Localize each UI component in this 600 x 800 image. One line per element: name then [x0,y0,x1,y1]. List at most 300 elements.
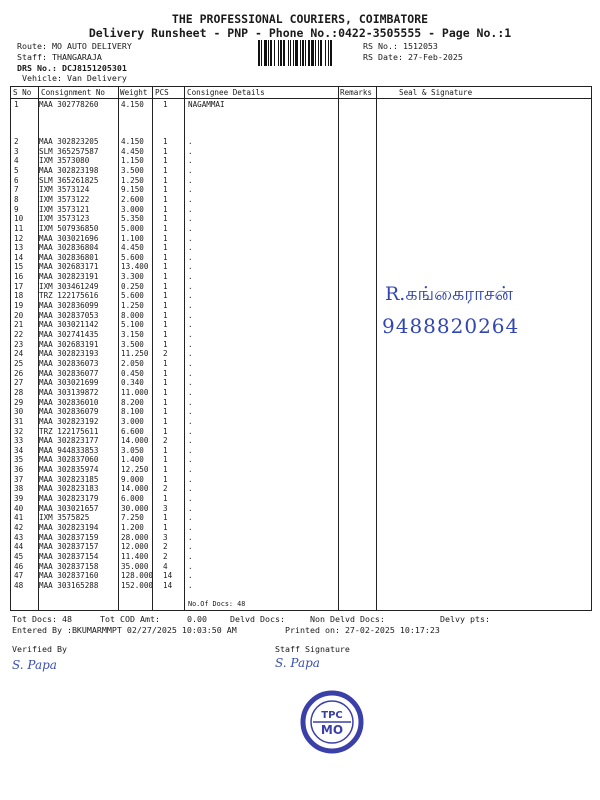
cell-pcs: 1 [163,175,168,185]
table-row [11,137,591,146]
col-header-consignment: Consignment No [41,88,106,97]
cell-weight: 3.300 [121,272,144,282]
cell-sno: 14 [14,252,24,262]
cell-consignee-details: . [188,503,193,513]
cell-consignee-details: . [188,561,193,571]
verified-by-label: Verified By [12,644,67,654]
cell-consignee-details: . [188,551,193,561]
cell-weight: 30.000 [121,503,149,513]
cell-sno: 45 [14,551,24,561]
no-of-docs: No.Of Docs: 48 [188,600,246,608]
cell-weight: 35.000 [121,561,149,571]
cell-sno: 29 [14,397,24,407]
table-row [11,156,591,165]
staff-signature: S. Papa [275,656,320,670]
cell-weight: 1.400 [121,455,144,465]
table-row [11,166,591,175]
cell-consignee-details: . [188,291,193,301]
cell-weight: 1.150 [121,156,144,166]
cell-consignee-details: . [188,185,193,195]
cell-sno: 22 [14,330,24,339]
cell-sno: 47 [14,571,24,581]
cell-pcs: 1 [163,233,168,243]
cell-weight: 12.000 [121,542,149,552]
total-docs: Tot Docs: 48 [12,614,72,624]
entered-by: Entered By :BKUMARMMPT 02/27/2025 10:03:50 AM [12,625,237,635]
table-row [11,407,591,416]
cell-consignment-no: MAA 302836801 [39,252,99,262]
cell-sno: 39 [14,494,24,504]
cell-pcs: 1 [163,301,168,311]
cell-pcs: 1 [163,100,168,109]
table-row [11,369,591,378]
cell-consignment-no: IXM 3573123 [39,214,90,224]
cell-consignee-details: . [188,339,193,349]
cell-weight: 13.400 [121,262,149,272]
cell-consignee-details: . [188,165,193,175]
cell-sno: 42 [14,523,24,532]
cell-consignment-no: MAA 302741435 [39,330,99,339]
cell-pcs: 1 [163,465,168,475]
cell-consignment-no: IXM 3573124 [39,185,90,195]
handwritten-name: R.கங்கைராசன் [385,283,513,305]
cell-sno: 31 [14,416,24,426]
col-header-pcs: PCS [155,88,169,97]
cell-pcs: 1 [163,262,168,272]
cell-consignee-details: . [188,494,193,504]
cell-pcs: 1 [163,214,168,224]
cell-consignment-no: MAA 302823198 [39,165,99,175]
cell-consignee-details: . [188,175,193,185]
cell-consignment-no: IXM 3573080 [39,156,90,166]
cell-consignee-details: . [188,445,193,455]
cell-consignment-no: MAA 303021696 [39,233,99,243]
cell-consignee-details: . [188,137,193,146]
stamp-text-top: TPC [321,710,343,721]
cell-weight: 11.400 [121,551,149,561]
cell-consignee-details: . [188,580,193,590]
cell-pcs: 4 [163,561,168,571]
cell-pcs: 3 [163,532,168,542]
cell-consignee-details: . [188,281,193,291]
printed-on: Printed on: 27-02-2025 10:17:23 [285,625,440,635]
table-row [11,398,591,407]
cell-pcs: 1 [163,156,168,166]
barcode [258,40,354,66]
table-row [11,359,591,368]
cell-pcs: 2 [163,484,168,494]
cell-sno: 19 [14,301,24,311]
cell-sno: 46 [14,561,24,571]
cell-sno: 44 [14,542,24,552]
cell-consignment-no: MAA 302836073 [39,358,99,368]
table-row [11,272,591,281]
table-row [11,147,591,156]
cell-consignee-details: . [188,330,193,339]
cell-sno: 28 [14,387,24,397]
cell-consignment-no: MAA 303021657 [39,503,99,513]
cell-pcs: 1 [163,272,168,282]
cell-weight: 3.150 [121,330,144,339]
cell-weight: 11.250 [121,349,149,359]
cell-consignment-no: MAA 302823177 [39,436,99,446]
cell-weight: 3.500 [121,165,144,175]
table-row [11,446,591,455]
cell-pcs: 1 [163,185,168,195]
cell-weight: 6.600 [121,426,144,436]
cell-pcs: 1 [163,378,168,388]
cell-weight: 3.000 [121,416,144,426]
cell-weight: 4.150 [121,100,144,109]
cell-weight: 152.000 [121,580,154,590]
col-header-sno: S No [13,88,32,97]
table-row [11,494,591,503]
delivered-docs: Delvd Docs: [230,614,285,624]
cell-consignment-no: MAA 303165288 [39,580,99,590]
table-row [11,562,591,571]
cell-consignee-details: . [188,194,193,204]
total-cod-value: 0.00 [187,614,207,624]
cell-consignee-details: . [188,233,193,243]
staff-label: Staff: THANGARAJA [17,52,102,62]
table-row [11,533,591,542]
cell-consignment-no: MAA 302683191 [39,339,99,349]
cell-consignment-no: MAA 302835974 [39,465,99,475]
runsheet-subtitle: Delivery Runsheet - PNP - Phone No.:0422-3505555 - Page No.:1 [88,26,512,40]
cell-pcs: 1 [163,310,168,320]
cell-weight: 28.000 [121,532,149,542]
table-row [11,224,591,233]
cell-pcs: 1 [163,320,168,330]
office-stamp [300,690,364,754]
cell-weight: 3.000 [121,204,144,214]
cell-pcs: 14 [163,571,173,581]
cell-sno: 8 [14,194,19,204]
table-row [11,378,591,387]
cell-weight: 5.100 [121,320,144,330]
table-row [11,253,591,262]
cell-pcs: 3 [163,503,168,513]
cell-weight: 3.050 [121,445,144,455]
cell-weight: 4.450 [121,146,144,156]
cell-pcs: 14 [163,580,173,590]
cell-consignee-details: . [188,223,193,233]
cell-consignee-details: . [188,272,193,282]
cell-sno: 15 [14,262,24,272]
cell-consignee-details: . [188,301,193,311]
table-row [11,571,591,580]
cell-weight: 7.250 [121,513,144,523]
cell-pcs: 1 [163,426,168,436]
table-row [11,195,591,204]
cell-weight: 9.150 [121,185,144,195]
cell-pcs: 1 [163,252,168,262]
cell-sno: 11 [14,223,24,233]
cell-sno: 12 [14,233,24,243]
cell-consignment-no: MAA 302823185 [39,474,99,484]
cell-consignment-no: MAA 302823193 [39,349,99,359]
table-row [11,214,591,223]
cell-pcs: 1 [163,165,168,175]
cell-weight: 14.000 [121,484,149,494]
cell-consignment-no: MAA 302837060 [39,455,99,465]
table-row [11,513,591,522]
cell-weight: 2.600 [121,194,144,204]
cell-sno: 37 [14,474,24,484]
cell-consignee-details: . [188,465,193,475]
cell-pcs: 2 [163,436,168,446]
cell-consignment-no: IXM 3573121 [39,204,90,214]
cell-sno: 6 [14,175,19,185]
cell-consignment-no: IXM 3575825 [39,513,90,523]
table-row [11,185,591,194]
cell-consignee-details: . [188,513,193,523]
cell-consignee-details: . [188,368,193,378]
cell-weight: 3.500 [121,339,144,349]
cell-weight: 11.000 [121,387,149,397]
cell-sno: 18 [14,291,24,301]
cell-consignee-details: . [188,532,193,542]
cell-weight: 4.150 [121,137,144,146]
cell-sno: 21 [14,320,24,330]
cell-consignment-no: MAA 302837157 [39,542,99,552]
cell-consignment-no: MAA 302823192 [39,416,99,426]
cell-consignee-details: . [188,407,193,417]
cell-pcs: 1 [163,494,168,504]
cell-consignment-no: MAA 302823205 [39,137,99,146]
cell-consignee-details: . [188,523,193,532]
cell-pcs: 1 [163,397,168,407]
verified-signature: S. Papa [12,658,57,672]
cell-sno: 33 [14,436,24,446]
cell-pcs: 1 [163,137,168,146]
table-row [11,465,591,474]
cell-pcs: 1 [163,339,168,349]
cell-weight: 12.250 [121,465,149,475]
cell-weight: 5.600 [121,291,144,301]
cell-consignment-no: MAA 302836099 [39,301,99,311]
cell-consignee-details: . [188,204,193,214]
cell-pcs: 1 [163,445,168,455]
cell-consignment-no: MAA 302778260 [39,100,99,109]
cell-weight: 6.000 [121,494,144,504]
table-row [11,205,591,214]
total-cod-label: Tot COD Amt: [100,614,160,624]
cell-weight: 2.050 [121,358,144,368]
cell-consignee-details: . [188,387,193,397]
cell-consignment-no: MAA 303021699 [39,378,99,388]
cell-pcs: 2 [163,349,168,359]
cell-weight: 128.000 [121,571,154,581]
cell-consignee-details: . [188,455,193,465]
cell-consignment-no: IXM 3573122 [39,194,90,204]
cell-consignee-details: . [188,436,193,446]
cell-sno: 26 [14,368,24,378]
cell-consignee-details: . [188,146,193,156]
cell-pcs: 1 [163,223,168,233]
cell-consignment-no: SLM 365261825 [39,175,99,185]
cell-sno: 20 [14,310,24,320]
cell-consignment-no: MAA 302836804 [39,243,99,253]
cell-weight: 8.000 [121,310,144,320]
table-row [11,340,591,349]
cell-consignment-no: IXM 507936850 [39,223,99,233]
cell-weight: 1.250 [121,301,144,311]
cell-consignee-details: . [188,571,193,581]
cell-pcs: 1 [163,291,168,301]
cell-consignment-no: MAA 302836079 [39,407,99,417]
cell-consignment-no: MAA 302823179 [39,494,99,504]
cell-sno: 1 [14,100,19,109]
cell-weight: 1.200 [121,523,144,532]
cell-weight: 9.000 [121,474,144,484]
cell-weight: 8.200 [121,397,144,407]
cell-sno: 4 [14,156,19,166]
cell-pcs: 1 [163,330,168,339]
table-row [11,176,591,185]
delivery-points: Delvy pts: [440,614,490,624]
cell-consignment-no: MAA 302837160 [39,571,99,581]
cell-pcs: 1 [163,204,168,214]
cell-consignment-no: TRZ 122175611 [39,426,99,436]
cell-consignee-details: . [188,426,193,436]
stamp-text-bottom: MO [320,723,344,737]
cell-pcs: 1 [163,416,168,426]
cell-consignee-details: . [188,310,193,320]
cell-consignee-details: . [188,378,193,388]
cell-sno: 3 [14,146,19,156]
cell-pcs: 2 [163,542,168,552]
table-row [11,388,591,397]
cell-sno: 23 [14,339,24,349]
table-row [11,504,591,513]
cell-consignment-no: MAA 944833853 [39,445,99,455]
table-row [11,475,591,484]
cell-pcs: 1 [163,194,168,204]
staff-signature-label: Staff Signature [275,644,350,654]
cell-pcs: 1 [163,523,168,532]
cell-consignee-details: . [188,252,193,262]
cell-consignee-details: . [188,214,193,224]
cell-consignment-no: IXM 303461249 [39,281,99,291]
cell-consignment-no: TRZ 122175616 [39,291,99,301]
cell-sno: 27 [14,378,24,388]
cell-consignment-no: MAA 302823191 [39,272,99,282]
cell-consignee-details: . [188,397,193,407]
cell-weight: 4.450 [121,243,144,253]
cell-consignment-no: MAA 302837158 [39,561,99,571]
cell-weight: 8.100 [121,407,144,417]
cell-sno: 10 [14,214,24,224]
vehicle-label: Vehicle: Van Delivery [22,73,127,83]
cell-consignment-no: MAA 302836077 [39,368,99,378]
table-row [11,100,591,109]
cell-consignee-details: . [188,156,193,166]
cell-consignment-no: MAA 302837154 [39,551,99,561]
cell-consignment-no: MAA 303021142 [39,320,99,330]
table-row [11,552,591,561]
cell-weight: 5.000 [121,223,144,233]
cell-weight: 0.450 [121,368,144,378]
cell-sno: 17 [14,281,24,291]
cell-consignment-no: MAA 302683171 [39,262,99,272]
company-title: THE PROFESSIONAL COURIERS, COIMBATORE [171,12,429,26]
cell-weight: 0.250 [121,281,144,291]
table-row [11,436,591,445]
cell-consignee-details: . [188,474,193,484]
cell-sno: 34 [14,445,24,455]
cell-sno: 48 [14,580,24,590]
cell-pcs: 1 [163,243,168,253]
cell-consignment-no: MAA 302836010 [39,397,99,407]
cell-consignee-details: . [188,262,193,272]
cell-pcs: 1 [163,368,168,378]
table-row [11,262,591,271]
cell-sno: 35 [14,455,24,465]
cell-pcs: 1 [163,455,168,465]
cell-sno: 25 [14,358,24,368]
cell-sno: 30 [14,407,24,417]
cell-consignee-details: . [188,542,193,552]
cell-weight: 0.340 [121,378,144,388]
col-header-seal-signature: Seal & Signature [399,88,473,97]
table-row [11,581,591,590]
cell-consignee-details: NAGAMMAI [188,100,225,109]
table-row [11,234,591,243]
col-header-consignee: Consignee Details [187,88,265,97]
cell-sno: 7 [14,185,19,195]
cell-consignee-details: . [188,349,193,359]
cell-pcs: 1 [163,281,168,291]
cell-sno: 32 [14,426,24,436]
cell-sno: 13 [14,243,24,253]
table-row [11,427,591,436]
table-row [11,484,591,493]
cell-pcs: 1 [163,407,168,417]
cell-consignment-no: MAA 302823183 [39,484,99,494]
handwritten-phone: 9488820264 [382,314,520,338]
cell-sno: 16 [14,272,24,282]
cell-weight: 14.000 [121,436,149,446]
cell-sno: 9 [14,204,19,214]
cell-sno: 36 [14,465,24,475]
rs-number: RS No.: 1512053 [363,41,438,51]
cell-sno: 5 [14,165,19,175]
cell-pcs: 1 [163,513,168,523]
cell-pcs: 1 [163,387,168,397]
table-row [11,417,591,426]
cell-consignee-details: . [188,358,193,368]
cell-pcs: 2 [163,551,168,561]
cell-pcs: 1 [163,474,168,484]
col-header-weight: Weight [120,88,148,97]
cell-sno: 2 [14,137,19,146]
cell-weight: 5.600 [121,252,144,262]
table-row [11,243,591,252]
col-header-remarks: Remarks [340,88,373,97]
cell-consignee-details: . [188,416,193,426]
cell-weight: 1.250 [121,175,144,185]
cell-weight: 5.350 [121,214,144,224]
route-label: Route: MO AUTO DELIVERY [17,41,132,51]
cell-consignee-details: . [188,243,193,253]
cell-consignment-no: SLM 365257587 [39,146,99,156]
cell-pcs: 1 [163,146,168,156]
table-row [11,455,591,464]
cell-consignment-no: MAA 302837159 [39,532,99,542]
runsheet-table [10,86,592,611]
cell-consignee-details: . [188,484,193,494]
